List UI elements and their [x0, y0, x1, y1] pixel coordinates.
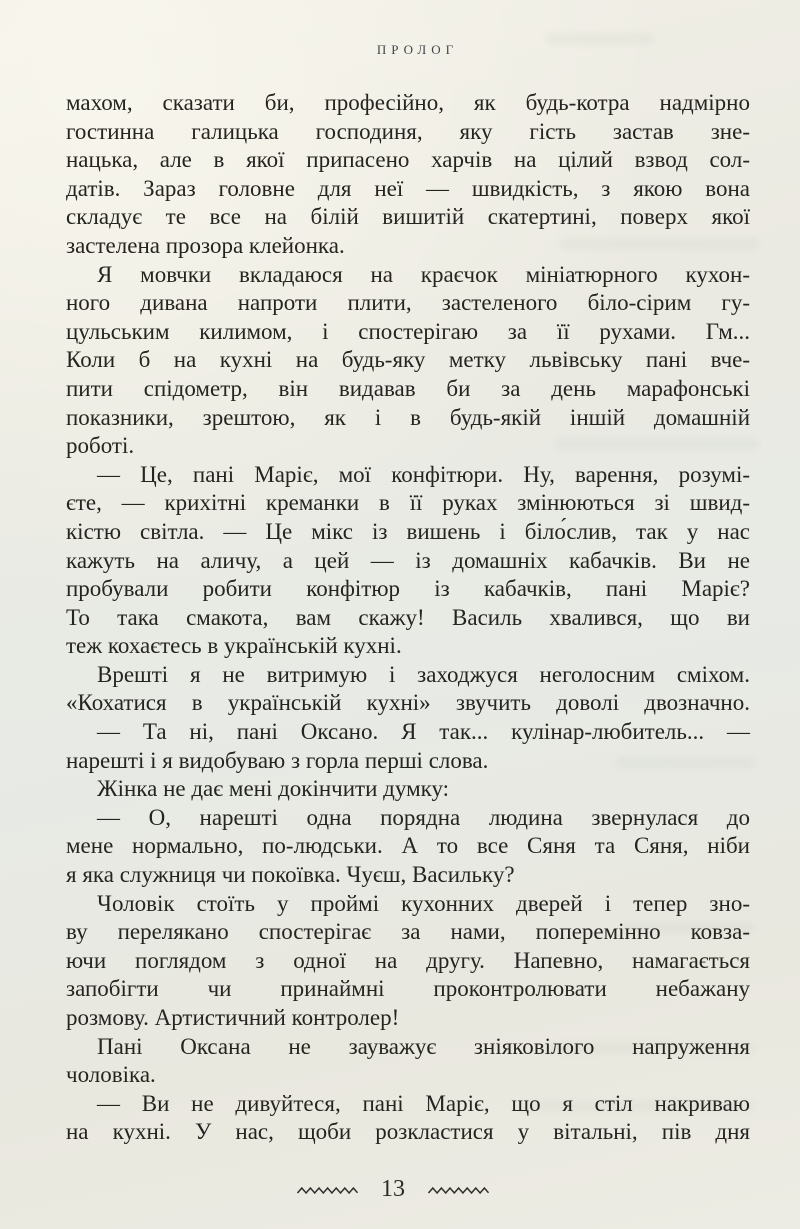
paragraph — [66, 1033, 750, 1090]
text-line: теж кохаєтесь в українській кухні. — [66, 633, 402, 659]
paragraph — [66, 1090, 750, 1147]
text-line: кістю світла. — Це мікс із вишень і біло́слив, так у нас — [66, 518, 750, 544]
text-line: гостинна галицька господиня, яку гість застав зне- — [66, 118, 750, 144]
text-line: Пані Оксана не зауважує зніяковілого напруження — [97, 1033, 750, 1059]
text-line: Жінка не дає мені докінчити думку: — [97, 776, 450, 802]
text-line: на кухні. У нас, щоби розкластися у вітальні, пів дня — [66, 1119, 750, 1145]
text-line: ву перелякано спостерігає за нами, поперемінно ковза- — [66, 919, 750, 945]
text-line: То така смакота, вам скажу! Василь хвалився, що ви — [66, 604, 750, 630]
paragraph — [66, 718, 750, 775]
paragraph — [66, 89, 750, 261]
text-line: — Це, пані Маріє, мої конфітюри. Ну, варення, розумі- — [97, 461, 750, 487]
text-line: Врешті я не витримую і заходжуся неголосним сміхом. — [97, 661, 750, 687]
text-line: датів. Зараз головне для неї — швидкість, з якою вона — [66, 175, 750, 201]
text-line: Чоловік стоїть у проймі кухонних дверей і тепер зно- — [97, 890, 750, 916]
text-line: мене нормально, по-людськи. А то все Сяня та Сяня, ніби — [66, 833, 750, 859]
text-line: запобігти чи принаймні проконтролювати небажану — [66, 976, 750, 1002]
text-line: пробували робити конфітюр із кабачків, пані Маріє? — [66, 576, 750, 602]
text-line: — Та ні, пані Оксано. Я так... кулінар-любитель... — — [97, 719, 750, 745]
text-line: нацька, але в якої припасено харчів на цілий взвод сол- — [66, 147, 750, 173]
text-block — [66, 89, 750, 1147]
zigzag-ornament-right-icon — [428, 1186, 489, 1195]
paragraph — [66, 461, 750, 661]
text-line: — Ви не дивуйтеся, пані Маріє, що я стіл накриваю — [97, 1090, 750, 1116]
text-line: — О, нарешті одна порядна людина звернулася до — [97, 804, 750, 830]
text-line: махом, сказати би, професійно, як будь-котра надмірно — [66, 90, 750, 115]
text-line: пити спідометр, він видавав би за день марафонські — [66, 375, 750, 401]
text-line: складує те все на білій вишитій скатертині, поверх якої — [66, 204, 750, 230]
text-line: показники, зрештою, як і в будь-якій іншій домашній — [66, 404, 750, 430]
text-line: розмову. Артистичний контролер! — [66, 1005, 400, 1030]
text-line: ного дивана напроти плити, застеленого біло-сірим гу- — [66, 290, 750, 316]
text-line: ючи поглядом з одної на другу. Напевно, намагається — [66, 947, 750, 973]
page-footer — [0, 1176, 786, 1202]
paragraph — [66, 261, 750, 461]
running-header: ПРОЛОГ — [376, 42, 459, 57]
paragraph — [66, 804, 750, 890]
text-line: цульським килимом, і спостерігаю за її рухами. Гм... — [66, 318, 750, 344]
text-line: кажуть на аличу, а цей — із домашніх кабачків. Ви не — [66, 547, 750, 573]
text-line: «Кохатися в українській кухні» звучить доволі двозначно. — [66, 690, 750, 716]
page-number: 13 — [381, 1176, 405, 1202]
paragraph — [66, 890, 750, 1033]
text-line: застелена прозора клейонка. — [66, 232, 345, 258]
text-line: нарешті і я видобуваю з горла перші слова. — [66, 747, 489, 773]
paragraph — [66, 775, 750, 804]
text-line: єте, — крихітні креманки в її руках змінюються зі швид- — [66, 490, 750, 516]
text-line: я яка служниця чи покоївка. Чуєш, Васильку? — [66, 862, 515, 888]
paragraph — [66, 661, 750, 718]
text-line: чоловіка. — [66, 1062, 156, 1088]
text-line: Я мовчки вкладаюся на краєчок мініатюрного кухон- — [97, 261, 750, 287]
zigzag-ornament-left-icon — [297, 1186, 358, 1195]
text-line: Коли б на кухні на будь-яку метку львівську пані вче- — [66, 347, 750, 373]
text-line: роботі. — [66, 433, 135, 459]
